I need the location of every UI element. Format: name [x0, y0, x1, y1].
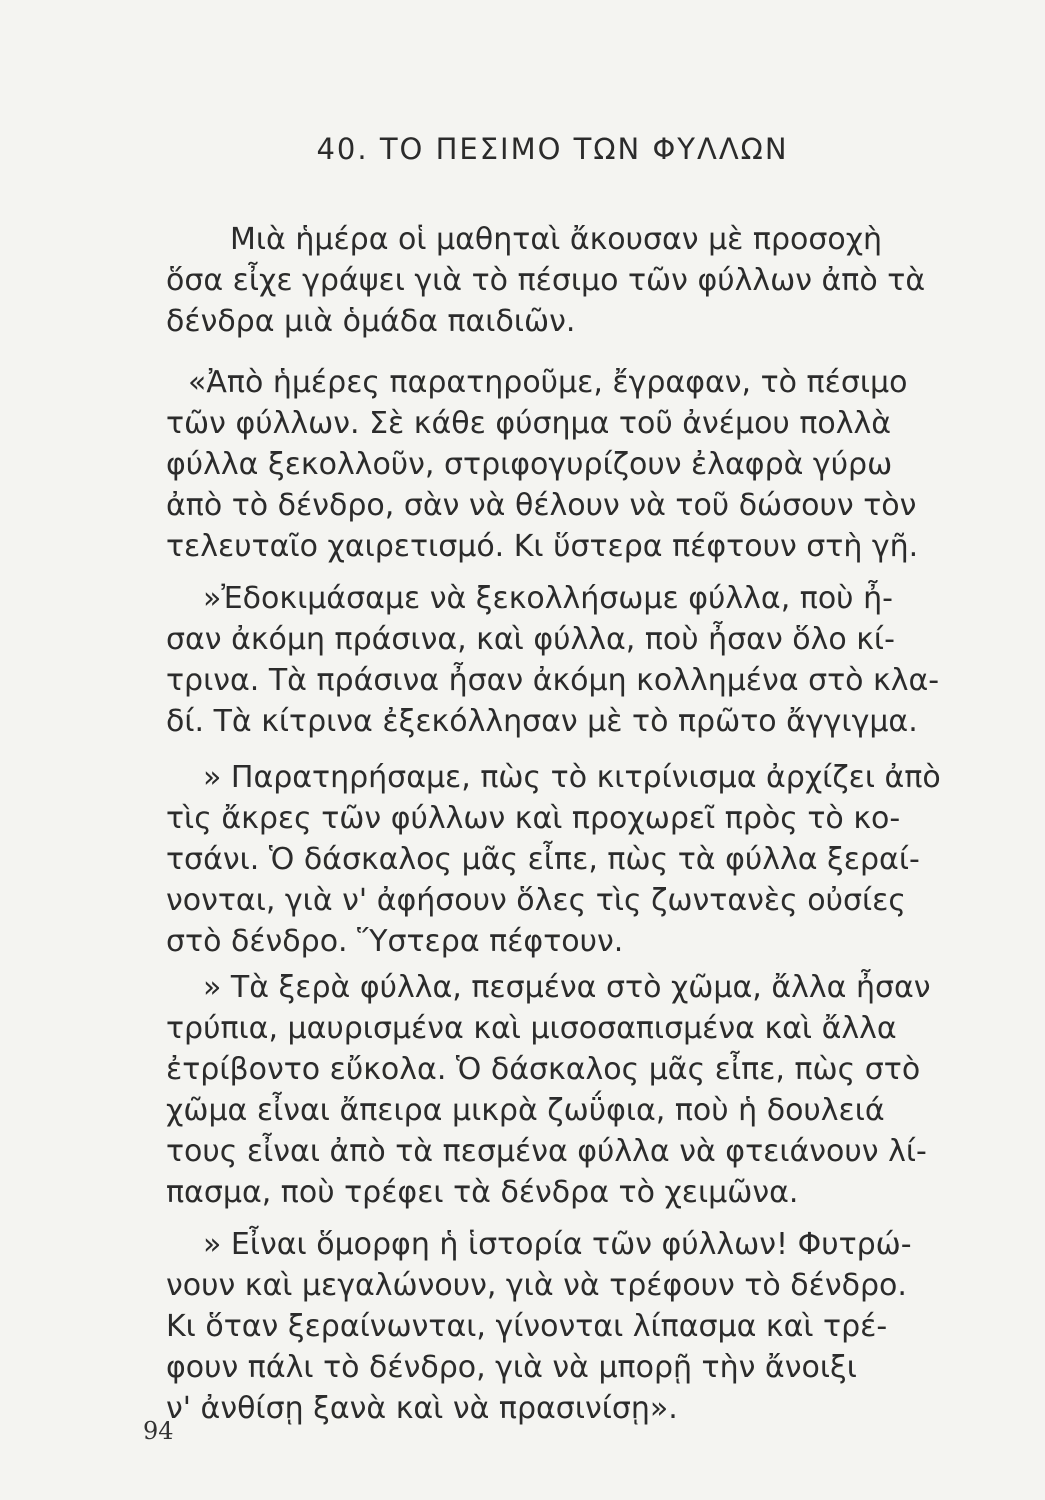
text-line: ν' ἀνθίσῃ ξανὰ καὶ νὰ πρασινίσῃ». — [166, 1391, 678, 1426]
text-line: στὸ δένδρο. Ὕστερα πέφτουν. — [166, 924, 624, 959]
text-line: Κι ὅταν ξεραίνωνται, γίνονται λίπασμα καὶ τρέ- — [166, 1309, 888, 1344]
text-line: » Τὰ ξερὰ φύλλα, πεσμένα στὸ χῶμα, ἄλλα ἦσαν — [203, 970, 931, 1005]
text-line: χῶμα εἶναι ἄπειρα μικρὰ ζωΰφια, ποὺ ἡ δουλειά — [166, 1093, 885, 1128]
text-line: φύλλα ξεκολλοῦν, στριφογυρίζουν ἐλαφρὰ γύρω — [166, 447, 893, 482]
text-line: τρινα. Τὰ πράσινα ἦσαν ἀκόμη κολλημένα στὸ κλα- — [166, 663, 940, 698]
text-line: φουν πάλι τὸ δένδρο, γιὰ νὰ μπορῇ τὴν ἄνοιξι — [166, 1350, 857, 1385]
text-line: τρύπια, μαυρισμένα καὶ μισοσαπισμένα καὶ ἄλλα — [166, 1011, 897, 1046]
page-number: 94 — [143, 1417, 174, 1445]
text-line: ἐτρίβοντο εὔκολα. Ὁ δάσκαλος μᾶς εἶπε, πὼς στὸ — [166, 1052, 921, 1087]
text-line: » Παρατηρήσαμε, πὼς τὸ κιτρίνισμα ἀρχίζει ἀπὸ — [203, 760, 941, 795]
text-line: »Ἐδοκιμάσαμε νὰ ξεκολλήσωμε φύλλα, ποὺ ἦ- — [203, 581, 893, 616]
text-line: τους εἶναι ἀπὸ τὰ πεσμένα φύλλα νὰ φτειάνουν λί- — [166, 1134, 927, 1169]
text-line: σαν ἀκόμη πράσινα, καὶ φύλλα, ποὺ ἦσαν ὅλο κί- — [166, 622, 895, 657]
text-line: Μιὰ ἡμέρα οἱ μαθηταὶ ἄκουσαν μὲ προσοχὴ — [230, 222, 883, 257]
text-line: «Ἀπὸ ἡμέρες παρατηροῦμε, ἔγραφαν, τὸ πέσιμο — [188, 365, 908, 400]
text-line: » Εἶναι ὅμορφη ἡ ἱστορία τῶν φύλλων! Φυτρώ- — [203, 1227, 912, 1262]
text-line: νουν καὶ μεγαλώνουν, γιὰ νὰ τρέφουν τὸ δένδρο. — [166, 1268, 907, 1303]
text-line: τῶν φύλλων. Σὲ κάθε φύσημα τοῦ ἀνέμου πολλὰ — [166, 406, 892, 441]
text-line: πασμα, ποὺ τρέφει τὰ δένδρα τὸ χειμῶνα. — [166, 1175, 799, 1210]
chapter-title: 40. ΤΟ ΠΕΣΙΜΟ ΤΩΝ ΦΥΛΛΩΝ — [316, 132, 789, 166]
text-line: ὅσα εἶχε γράψει γιὰ τὸ πέσιμο τῶν φύλλων ἀπὸ τὰ — [166, 263, 926, 298]
text-line: δί. Τὰ κίτρινα ἐξεκόλλησαν μὲ τὸ πρῶτο ἄγγιγμα. — [166, 704, 918, 739]
text-line: τελευταῖο χαιρετισμό. Κι ὕστερα πέφτουν στὴ γῆ. — [166, 529, 919, 564]
text-line: τσάνι. Ὁ δάσκαλος μᾶς εἶπε, πὼς τὰ φύλλα ξεραί- — [166, 842, 920, 877]
text-line: δένδρα μιὰ ὁμάδα παιδιῶν. — [166, 304, 576, 339]
text-line: ἀπὸ τὸ δένδρο, σὰν νὰ θέλουν νὰ τοῦ δώσουν τὸν — [166, 488, 917, 523]
text-line: νονται, γιὰ ν' ἀφήσουν ὅλες τὶς ζωντανὲς οὐσίες — [166, 883, 906, 918]
text-line: τὶς ἄκρες τῶν φύλλων καὶ προχωρεῖ πρὸς τὸ κο- — [166, 801, 901, 836]
